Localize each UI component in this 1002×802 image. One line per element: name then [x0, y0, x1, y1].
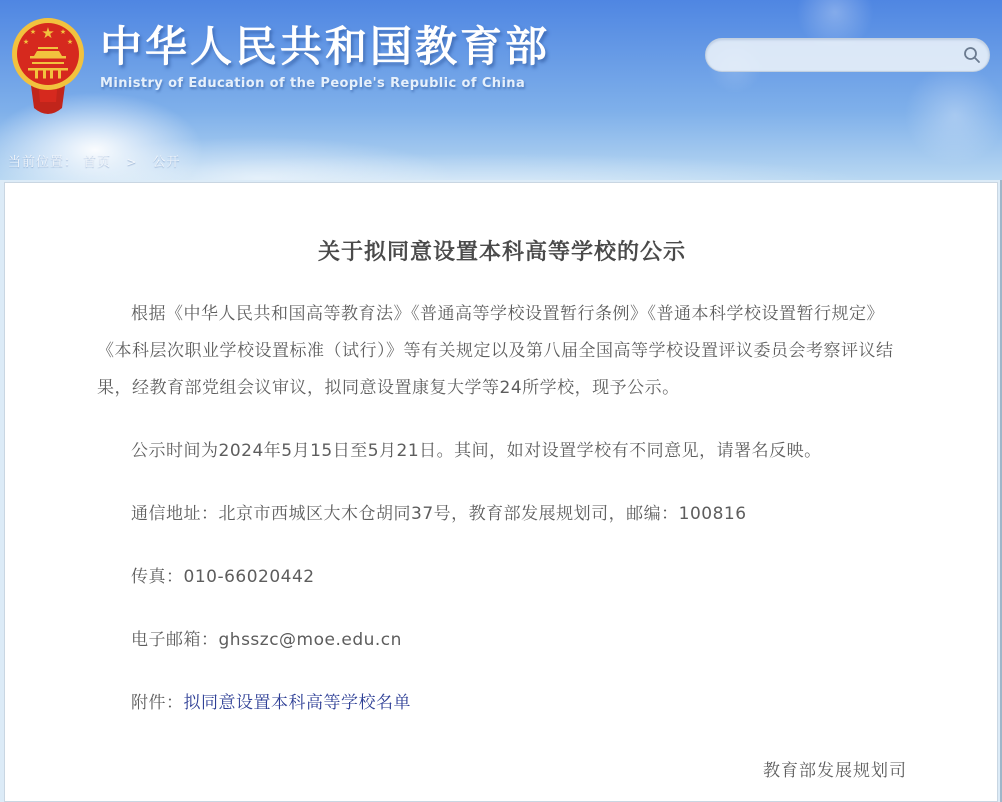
national-emblem-icon: [8, 12, 88, 114]
search-box: [705, 38, 990, 72]
breadcrumb: [8, 151, 181, 170]
paragraph-mail-address: 通信地址：北京市西城区大木仓胡同37号，教育部发展规划司，邮编：100816: [131, 504, 747, 524]
site-logo[interactable]: [8, 12, 550, 114]
search-icon: [962, 45, 982, 65]
article-card: [4, 182, 998, 802]
paragraph-publicity-period: 公示时间为2024年5月15日至5月21日。其间，如对设置学校有不同意见，请署名反映。: [131, 441, 822, 461]
search-button[interactable]: [955, 38, 989, 72]
breadcrumb-item-public[interactable]: 公开: [152, 155, 181, 170]
breadcrumb-separator: >: [126, 155, 138, 169]
search-input[interactable]: [706, 39, 955, 71]
svg-text:★: ★: [22, 38, 30, 46]
breadcrumb-prefix: 当前位置：: [8, 155, 79, 170]
paragraph-basis: 根据《中华人民共和国高等教育法》《普通高等学校设置暂行条例》《普通本科学校设置暂行规定》《本科层次职业学校设置标准（试行）》等有关规定以及第八届全国高等学校设置评议委员会考察评议结果，经教育部党组会议审议，拟同意设置康复大学等24所学校，现予公示。: [97, 304, 894, 398]
paragraph-email: 电子邮箱：ghsszc@moe.edu.cn: [131, 630, 402, 650]
signature: 教育部发展规划司: [763, 761, 907, 781]
article-body: [97, 296, 907, 781]
site-subtitle: Ministry of Education of the People's Republic of China: [100, 76, 526, 92]
site-titles: [100, 12, 550, 91]
site-title: 中华人民共和国教育部: [100, 22, 551, 71]
attachment-link[interactable]: 拟同意设置本科高等学校名单: [183, 693, 411, 713]
breadcrumb-item-home[interactable]: 首页: [83, 155, 112, 170]
article-title: 关于拟同意设置本科高等学校的公示: [317, 240, 686, 265]
svg-text:★: ★: [66, 38, 74, 46]
paragraph-attachment: [97, 685, 907, 722]
svg-text:★: ★: [59, 28, 67, 36]
svg-text:★: ★: [29, 28, 37, 36]
svg-text:★: ★: [41, 24, 55, 42]
site-header: [0, 0, 1002, 180]
paragraph-fax: 传真：010-66020442: [131, 567, 315, 587]
attachment-label: 附件：: [131, 693, 184, 713]
